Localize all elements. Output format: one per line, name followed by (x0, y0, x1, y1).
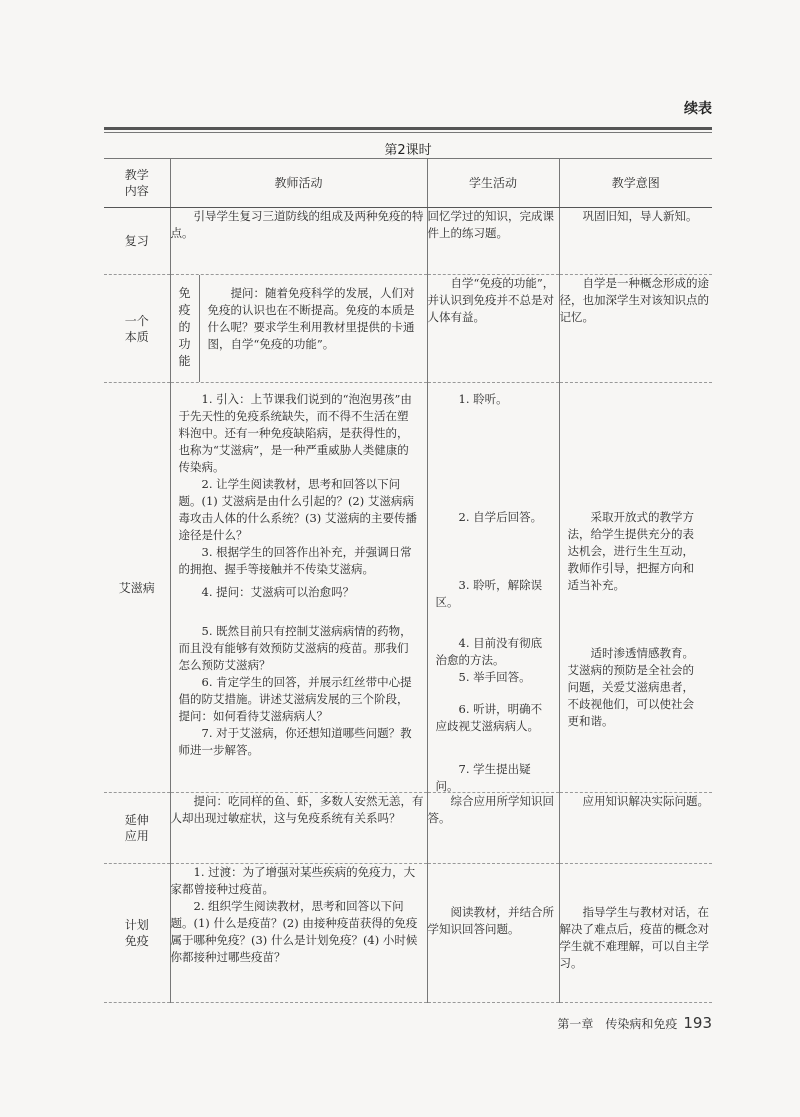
plan-teacher-2: 2. 组织学生阅读教材，思考和回答以下问题。(1) 什么是疫苗？(2) 由接种疫苗获得的免疫属于哪种免疫？(3) 什么是计划免疫？(4) 小时候你都接种过哪些疫苗？ (170, 899, 418, 964)
header-intent: 教学意图 (611, 175, 660, 190)
plan-teacher-1: 1. 过渡：为了增强对某些疾病的免疫力，大家都曾接种过疫苗。 (170, 865, 416, 896)
lesson-title: 第2课时 (384, 143, 432, 158)
table-row (104, 864, 712, 1003)
lesson-plan-table (104, 158, 712, 1003)
review-teacher: 引导学生复习三道防线的组成及两种免疫的特点。 (170, 209, 424, 240)
essence-intent: 自学是一种概念形成的途径，也加深学生对该知识点的记忆。 (559, 276, 709, 324)
aids-student-6: 6. 听讲，明确不应歧视艾滋病病人。 (435, 702, 543, 733)
aids-intent-2: 适时渗透情感教育。艾滋病的预防是全社会的问题，关爱艾滋病患者，不歧视他们，可以使社会更和谐。 (567, 646, 694, 728)
aids-teacher-2: 2. 让学生阅读教材，思考和回答以下问题。(1) 艾滋病是由什么引起的？(2) 艾滋病病毒攻击人体的什么系统？(3) 艾滋病的主要传播途径是什么？ (178, 477, 417, 542)
extend-teacher: 提问：吃同样的鱼、虾，多数人安然无恙，有人却出现过敏症状，这与免疫系统有关系吗？ (170, 794, 424, 825)
row-label-essence: 一个 本质 (124, 313, 149, 344)
header-teacher: 教师活动 (274, 175, 323, 190)
top-rule (104, 127, 712, 130)
row-label-plan: 计划 免疫 (124, 918, 149, 948)
extend-student: 综合应用所学知识回答。 (427, 794, 554, 825)
table-row (104, 208, 712, 275)
review-intent: 巩固旧知，导人新知。 (582, 209, 698, 223)
table-row (104, 383, 712, 793)
table-row (104, 275, 712, 383)
aids-teacher-6: 6. 肯定学生的回答，并展示红丝带中心提倡的防艾措施。讲述艾滋病发展的三个阶段，提问：如何看待艾滋病病人？ (178, 675, 412, 723)
row-label-extend: 延伸 应用 (124, 813, 149, 843)
review-student: 回忆学过的知识，完成课件上的练习题。 (427, 209, 554, 240)
continued-label: 续表 (684, 101, 712, 117)
header-student: 学生活动 (468, 175, 517, 190)
sub-label-immune-function: 免 疫 的 功 能 (171, 275, 200, 382)
aids-teacher-1: 1. 引入：上节课我们说到的“泡泡男孩”由于先天性的免疫系统缺失，而不得不生活在塑料泡中。还有一种免疫缺陷病，是获得性的，也称为“艾滋病”，是一种严重威胁人类健康的传染病。 (178, 392, 412, 474)
aids-intent-1: 采取开放式的教学方法，给学生提供充分的表达机会，进行生生互动，教师作引导，把握方向和适当补充。 (567, 510, 694, 592)
page-number: 193 (683, 1014, 712, 1032)
aids-teacher-4: 4. 提问：艾滋病可以治愈吗？ (201, 585, 355, 599)
table-row (104, 793, 712, 864)
aids-student-4: 4. 目前没有彻底治愈的方法。 (435, 636, 543, 667)
header-content: 教学 内容 (124, 167, 149, 198)
extend-intent: 应用知识解决实际问题。 (582, 794, 709, 808)
row-label-review: 复习 (124, 234, 149, 248)
page-footer (557, 1014, 712, 1032)
top-rule-thin (104, 132, 712, 133)
table-header-row (104, 159, 712, 208)
aids-teacher-7: 7. 对于艾滋病，你还想知道哪些问题？教师进一步解答。 (178, 726, 412, 757)
aids-student-3: 3. 聆听，解除误区。 (435, 578, 543, 609)
aids-student-5: 5. 举手回答。 (458, 670, 531, 684)
aids-student-7: 7. 学生提出疑问。 (435, 762, 531, 793)
row-label-aids: 艾滋病 (118, 580, 155, 595)
essence-student: 自学“免疫的功能”，并认识到免疫并不总是对人体有益。 (427, 276, 555, 324)
plan-intent: 指导学生与教材对话，在解决了难点后，疫苗的概念对学生就不难理解，可以自主学习。 (559, 905, 709, 970)
aids-student-1: 1. 聆听。 (458, 392, 508, 406)
footer-chapter: 第一章 传染病和免疫 (557, 1017, 678, 1031)
aids-teacher-3: 3. 根据学生的回答作出补充，并强调日常的拥抱、握手等接触并不传染艾滋病。 (178, 545, 412, 576)
plan-student: 阅读教材，并结合所学知识回答问题。 (427, 905, 554, 936)
essence-teacher: 提问：随着免疫科学的发展，人们对免疫的认识也在不断提高。免疫的本质是什么呢？要求学生利用教材里提供的卡通图，自学“免疫的功能”。 (207, 286, 415, 351)
aids-student-2: 2. 自学后回答。 (458, 510, 543, 524)
aids-teacher-5: 5. 既然目前只有控制艾滋病病情的药物，而且没有能够有效预防艾滋病的疫苗。那我们怎么预防艾滋病？ (178, 624, 412, 672)
